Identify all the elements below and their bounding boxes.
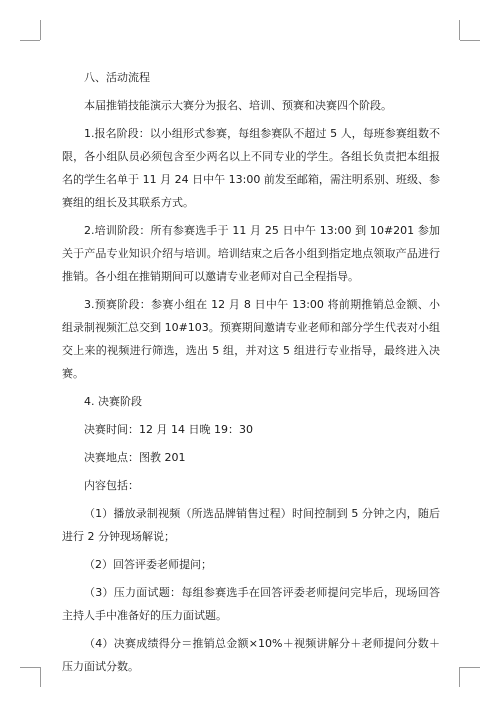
final-time: 决赛时间：12 月 14 日晚 19：30 <box>84 423 253 436</box>
stage-training: 2.培训阶段：所有参赛选手于 11 月 25 日中午 13:00 到 10#201 参加关于产品专业知识介绍与培训。培训结束之后各小组到指定地点领取产品进行推销。各小组在推销期间可以邀请专业老师对自己全程指导。 <box>62 224 440 283</box>
content-item-pressure-interview: （3）压力面试题：每组参赛选手在回答评委老师提问完毕后，现场回答主持人手中准备好的压力面试题。 <box>62 586 440 622</box>
document-page <box>62 66 440 678</box>
intro-paragraph: 本届推销技能演示大赛分为报名、培训、预赛和决赛四个阶段。 <box>84 99 392 112</box>
content-item-video: （1）播放录制视频（所选品牌销售过程）时间控制到 5 分钟之内，随后进行 2 分钟现场解说； <box>62 507 440 543</box>
crop-mark-top-left <box>20 40 40 41</box>
content-label: 内容包括： <box>84 479 139 492</box>
crop-mark-top-right <box>459 20 460 40</box>
section-heading: 八、活动流程 <box>84 71 150 84</box>
final-location: 决赛地点：图教 201 <box>84 451 186 464</box>
crop-mark-bottom-left <box>40 667 41 687</box>
stage-preliminary: 3.预赛阶段：参赛小组在 12 月 8 日中午 13:00 将前期推销总金额、小组录制视频汇总交到 10#103。预赛期间邀请专业老师和部分学生代表对小组交上来的视频进行筛选，选出 5 组，并对这 5 组进行专业指导，最终进入决赛。 <box>62 298 440 380</box>
crop-mark-bottom-right <box>460 667 480 668</box>
content-item-scoring: （4）决赛成绩得分＝推销总金额×10%＋视频讲解分＋老师提问分数＋压力面试分数。 <box>62 637 440 673</box>
stage-final-heading: 4. 决赛阶段 <box>84 395 142 408</box>
crop-mark-top-right <box>460 40 480 41</box>
stage-registration: 1.报名阶段：以小组形式参赛，每组参赛队不超过 5 人，每班参赛组数不限，各小组队员必须包含至少两名以上不同专业的学生。各组长负责把本组报名的学生名单于 11 月 24 日中午 13:00 前发至邮箱，需注明系别、班级、参赛组的组长及其联系方式。 <box>62 127 440 209</box>
crop-mark-bottom-right <box>459 667 460 687</box>
crop-mark-top-left <box>40 20 41 40</box>
crop-mark-bottom-left <box>20 667 40 668</box>
content-item-questions: （2）回答评委老师提问； <box>84 558 212 571</box>
